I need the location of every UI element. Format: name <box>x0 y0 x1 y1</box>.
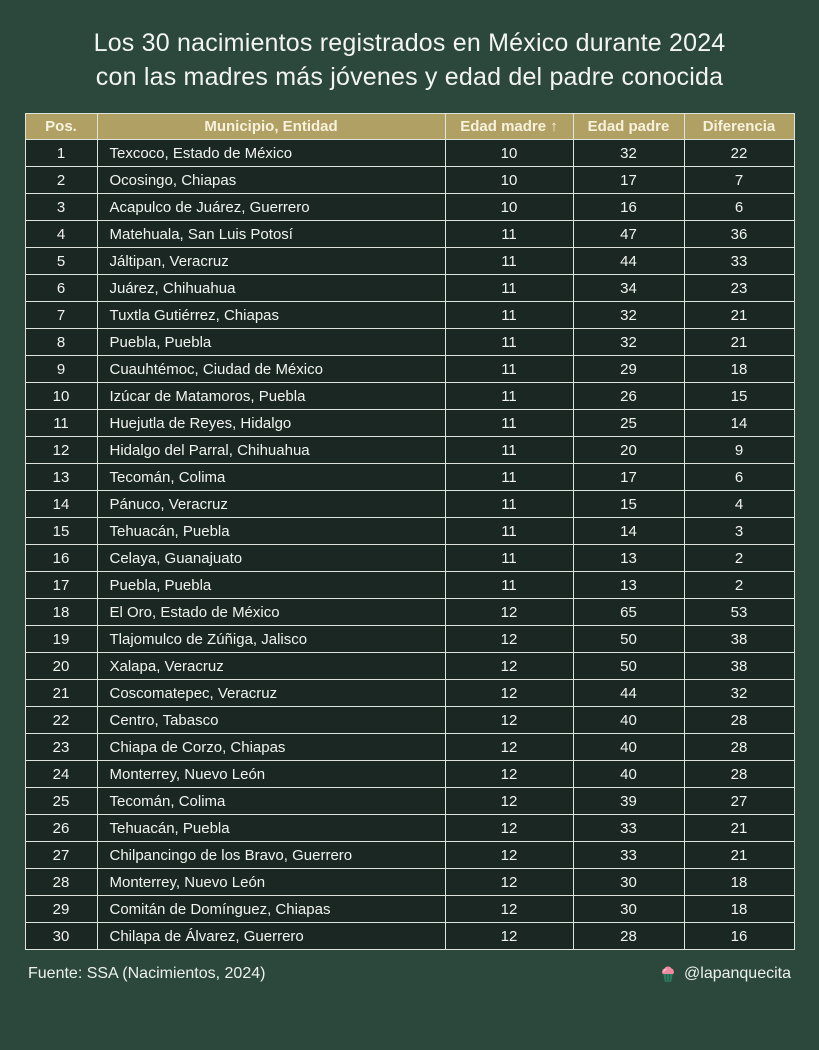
col-header-edad-padre: Edad padre <box>573 114 684 140</box>
cell-pos: 20 <box>25 653 97 680</box>
cell-pos: 10 <box>25 383 97 410</box>
cell-municipio: Comitán de Domínguez, Chiapas <box>97 896 445 923</box>
table-row <box>25 248 794 275</box>
cell-diferencia: 27 <box>684 788 794 815</box>
col-header-municipio: Municipio, Entidad <box>97 114 445 140</box>
cell-municipio: Ocosingo, Chiapas <box>97 167 445 194</box>
cell-pos: 3 <box>25 194 97 221</box>
cell-pos: 27 <box>25 842 97 869</box>
cell-pos: 11 <box>25 410 97 437</box>
cell-edad-padre: 25 <box>573 410 684 437</box>
cell-municipio: Monterrey, Nuevo León <box>97 869 445 896</box>
cell-municipio: Chilpancingo de los Bravo, Guerrero <box>97 842 445 869</box>
cell-pos: 16 <box>25 545 97 572</box>
cell-diferencia: 21 <box>684 815 794 842</box>
cell-edad-padre: 15 <box>573 491 684 518</box>
cell-edad-padre: 29 <box>573 356 684 383</box>
cell-diferencia: 21 <box>684 329 794 356</box>
cell-municipio: Acapulco de Juárez, Guerrero <box>97 194 445 221</box>
cell-municipio: Centro, Tabasco <box>97 707 445 734</box>
cell-edad-madre: 11 <box>445 410 573 437</box>
cell-edad-madre: 12 <box>445 923 573 950</box>
table-row <box>25 815 794 842</box>
cell-pos: 4 <box>25 221 97 248</box>
cell-pos: 8 <box>25 329 97 356</box>
cell-edad-padre: 44 <box>573 680 684 707</box>
source-note: Fuente: SSA (Nacimientos, 2024) <box>28 965 266 982</box>
table-row <box>25 923 794 950</box>
cell-edad-madre: 11 <box>445 383 573 410</box>
cell-municipio: Juárez, Chihuahua <box>97 275 445 302</box>
cell-edad-madre: 11 <box>445 437 573 464</box>
cell-pos: 22 <box>25 707 97 734</box>
cell-diferencia: 28 <box>684 761 794 788</box>
cell-diferencia: 28 <box>684 707 794 734</box>
cell-edad-padre: 14 <box>573 518 684 545</box>
cell-edad-padre: 17 <box>573 464 684 491</box>
cell-edad-madre: 11 <box>445 302 573 329</box>
table-row <box>25 437 794 464</box>
table-row <box>25 167 794 194</box>
cell-edad-padre: 26 <box>573 383 684 410</box>
credit <box>659 965 791 983</box>
table-row <box>25 896 794 923</box>
cell-municipio: Tecomán, Colima <box>97 464 445 491</box>
cell-edad-madre: 12 <box>445 869 573 896</box>
table-row <box>25 491 794 518</box>
cell-diferencia: 18 <box>684 896 794 923</box>
cell-diferencia: 18 <box>684 869 794 896</box>
cell-edad-madre: 11 <box>445 221 573 248</box>
cell-diferencia: 15 <box>684 383 794 410</box>
table-row <box>25 707 794 734</box>
cell-edad-madre: 11 <box>445 356 573 383</box>
cell-edad-madre: 12 <box>445 815 573 842</box>
cell-edad-madre: 11 <box>445 545 573 572</box>
cell-diferencia: 21 <box>684 302 794 329</box>
table-row <box>25 599 794 626</box>
cell-pos: 12 <box>25 437 97 464</box>
cell-diferencia: 3 <box>684 518 794 545</box>
cell-municipio: Chiapa de Corzo, Chiapas <box>97 734 445 761</box>
cell-municipio: Tlajomulco de Zúñiga, Jalisco <box>97 626 445 653</box>
cell-diferencia: 32 <box>684 680 794 707</box>
credit-handle: @lapanquecita <box>684 965 791 982</box>
table-row <box>25 734 794 761</box>
cell-edad-padre: 40 <box>573 734 684 761</box>
cell-municipio: Texcoco, Estado de México <box>97 140 445 167</box>
col-header-pos: Pos. <box>25 114 97 140</box>
table-row <box>25 680 794 707</box>
cell-pos: 13 <box>25 464 97 491</box>
table-row <box>25 626 794 653</box>
cell-edad-padre: 28 <box>573 923 684 950</box>
cell-diferencia: 9 <box>684 437 794 464</box>
cell-pos: 14 <box>25 491 97 518</box>
table-row <box>25 545 794 572</box>
cell-pos: 25 <box>25 788 97 815</box>
cell-municipio: Celaya, Guanajuato <box>97 545 445 572</box>
table-row <box>25 329 794 356</box>
cell-municipio: Tecomán, Colima <box>97 788 445 815</box>
cell-pos: 21 <box>25 680 97 707</box>
cell-edad-madre: 12 <box>445 626 573 653</box>
cell-diferencia: 6 <box>684 194 794 221</box>
cell-edad-padre: 20 <box>573 437 684 464</box>
cell-edad-madre: 10 <box>445 167 573 194</box>
table-header-row <box>25 114 794 140</box>
cell-diferencia: 21 <box>684 842 794 869</box>
cell-edad-madre: 10 <box>445 194 573 221</box>
col-header-diferencia: Diferencia <box>684 114 794 140</box>
title-line-2: con las madres más jóvenes y edad del padre conocida <box>95 63 724 91</box>
cell-edad-padre: 16 <box>573 194 684 221</box>
cell-diferencia: 38 <box>684 653 794 680</box>
cell-municipio: Xalapa, Veracruz <box>97 653 445 680</box>
cell-edad-madre: 10 <box>445 140 573 167</box>
cell-edad-madre: 12 <box>445 788 573 815</box>
cell-edad-padre: 32 <box>573 302 684 329</box>
title-line-1: Los 30 nacimientos registrados en México durante 2024 <box>93 29 726 57</box>
cell-diferencia: 7 <box>684 167 794 194</box>
cell-edad-padre: 33 <box>573 842 684 869</box>
table-row <box>25 302 794 329</box>
cell-pos: 17 <box>25 572 97 599</box>
cell-diferencia: 4 <box>684 491 794 518</box>
cell-pos: 28 <box>25 869 97 896</box>
cell-edad-madre: 11 <box>445 248 573 275</box>
table-row <box>25 221 794 248</box>
births-table <box>25 113 795 950</box>
cell-municipio: Puebla, Puebla <box>97 572 445 599</box>
cell-municipio: Chilapa de Álvarez, Guerrero <box>97 923 445 950</box>
cell-municipio: Tehuacán, Puebla <box>97 815 445 842</box>
cell-municipio: Coscomatepec, Veracruz <box>97 680 445 707</box>
cell-edad-madre: 11 <box>445 518 573 545</box>
cell-edad-madre: 12 <box>445 599 573 626</box>
cell-diferencia: 16 <box>684 923 794 950</box>
cell-pos: 29 <box>25 896 97 923</box>
cell-municipio: Cuauhtémoc, Ciudad de México <box>97 356 445 383</box>
table-row <box>25 356 794 383</box>
cell-edad-madre: 12 <box>445 842 573 869</box>
cell-pos: 23 <box>25 734 97 761</box>
cell-pos: 18 <box>25 599 97 626</box>
cell-edad-padre: 34 <box>573 275 684 302</box>
cell-municipio: Huejutla de Reyes, Hidalgo <box>97 410 445 437</box>
cell-diferencia: 33 <box>684 248 794 275</box>
cell-edad-padre: 47 <box>573 221 684 248</box>
cell-diferencia: 38 <box>684 626 794 653</box>
cell-edad-madre: 12 <box>445 680 573 707</box>
cell-edad-madre: 12 <box>445 653 573 680</box>
table-row <box>25 464 794 491</box>
cupcake-icon <box>659 965 677 983</box>
table-row <box>25 140 794 167</box>
cell-edad-padre: 30 <box>573 869 684 896</box>
cell-pos: 7 <box>25 302 97 329</box>
cell-edad-padre: 44 <box>573 248 684 275</box>
cell-edad-padre: 65 <box>573 599 684 626</box>
cell-edad-madre: 12 <box>445 707 573 734</box>
cell-edad-madre: 11 <box>445 464 573 491</box>
cell-edad-madre: 11 <box>445 572 573 599</box>
cell-municipio: Matehuala, San Luis Potosí <box>97 221 445 248</box>
table-row <box>25 788 794 815</box>
cell-municipio: Monterrey, Nuevo León <box>97 761 445 788</box>
cell-edad-padre: 39 <box>573 788 684 815</box>
table-row <box>25 383 794 410</box>
cell-edad-padre: 17 <box>573 167 684 194</box>
cell-edad-padre: 13 <box>573 545 684 572</box>
cell-pos: 15 <box>25 518 97 545</box>
cell-pos: 5 <box>25 248 97 275</box>
cell-diferencia: 18 <box>684 356 794 383</box>
cell-diferencia: 53 <box>684 599 794 626</box>
table-row <box>25 761 794 788</box>
cell-edad-padre: 50 <box>573 653 684 680</box>
cell-pos: 1 <box>25 140 97 167</box>
table-row <box>25 869 794 896</box>
cell-municipio: Tuxtla Gutiérrez, Chiapas <box>97 302 445 329</box>
cell-edad-madre: 12 <box>445 896 573 923</box>
table-row <box>25 275 794 302</box>
table-row <box>25 842 794 869</box>
cell-edad-padre: 50 <box>573 626 684 653</box>
cell-edad-padre: 40 <box>573 761 684 788</box>
cell-edad-madre: 12 <box>445 761 573 788</box>
col-header-edad-madre: Edad madre ↑ <box>445 114 573 140</box>
cell-pos: 6 <box>25 275 97 302</box>
cell-municipio: Jáltipan, Veracruz <box>97 248 445 275</box>
cell-municipio: Puebla, Puebla <box>97 329 445 356</box>
cell-diferencia: 23 <box>684 275 794 302</box>
cell-municipio: Tehuacán, Puebla <box>97 518 445 545</box>
cell-municipio: El Oro, Estado de México <box>97 599 445 626</box>
cell-edad-madre: 12 <box>445 734 573 761</box>
table-row <box>25 653 794 680</box>
cell-edad-madre: 11 <box>445 329 573 356</box>
cell-municipio: Pánuco, Veracruz <box>97 491 445 518</box>
table-body <box>25 140 794 950</box>
table-row <box>25 518 794 545</box>
cell-diferencia: 2 <box>684 545 794 572</box>
cell-edad-madre: 11 <box>445 491 573 518</box>
cell-edad-padre: 30 <box>573 896 684 923</box>
cell-edad-padre: 33 <box>573 815 684 842</box>
cell-edad-padre: 32 <box>573 329 684 356</box>
cell-edad-padre: 13 <box>573 572 684 599</box>
table-row <box>25 572 794 599</box>
cell-municipio: Izúcar de Matamoros, Puebla <box>97 383 445 410</box>
cell-municipio: Hidalgo del Parral, Chihuahua <box>97 437 445 464</box>
cell-diferencia: 28 <box>684 734 794 761</box>
cell-pos: 30 <box>25 923 97 950</box>
cell-pos: 2 <box>25 167 97 194</box>
cell-diferencia: 2 <box>684 572 794 599</box>
cell-pos: 24 <box>25 761 97 788</box>
cell-edad-padre: 40 <box>573 707 684 734</box>
cell-diferencia: 6 <box>684 464 794 491</box>
cell-pos: 19 <box>25 626 97 653</box>
cell-diferencia: 14 <box>684 410 794 437</box>
cell-pos: 26 <box>25 815 97 842</box>
cell-pos: 9 <box>25 356 97 383</box>
cell-diferencia: 22 <box>684 140 794 167</box>
cell-edad-padre: 32 <box>573 140 684 167</box>
table-row <box>25 410 794 437</box>
cell-edad-madre: 11 <box>445 275 573 302</box>
footer <box>28 965 791 983</box>
table-row <box>25 194 794 221</box>
cell-diferencia: 36 <box>684 221 794 248</box>
page-title <box>0 26 819 94</box>
